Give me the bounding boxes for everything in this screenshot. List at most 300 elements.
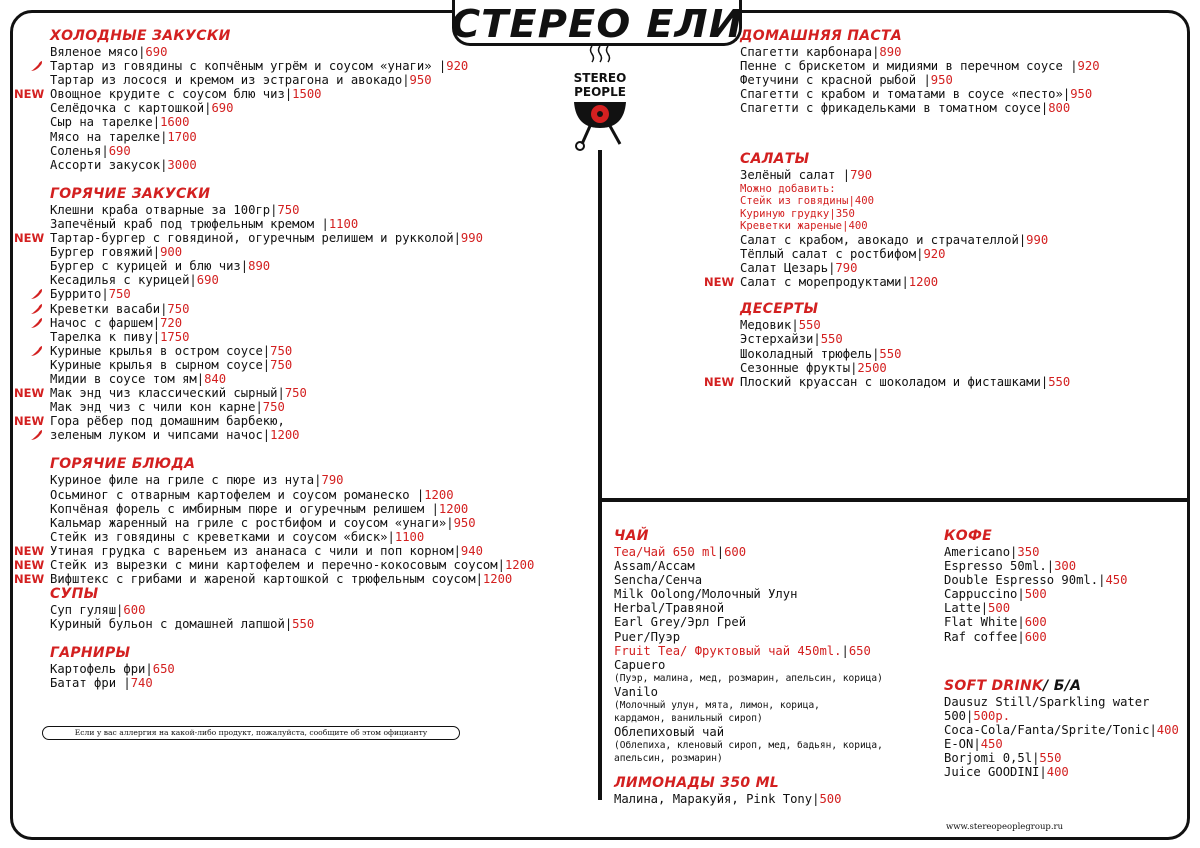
- item-name: Кесадилья с курицей: [50, 273, 190, 288]
- menu-item: [50, 530, 534, 544]
- item-name: Ассорти закусок: [50, 157, 161, 172]
- item-name: Шоколадный трюфель: [740, 346, 873, 361]
- item-name: Бургер с курицей и блю чиз: [50, 259, 241, 274]
- menu-item: [614, 630, 883, 644]
- item-name: Копчёная форель с имбирным пюре и огуречным релишем: [50, 501, 432, 516]
- item-price: 1200: [270, 428, 300, 443]
- menu-item: [50, 203, 534, 217]
- item-price: 1700: [167, 129, 197, 144]
- item-price: 1200: [482, 572, 513, 587]
- item-price: 940: [460, 543, 483, 558]
- menu-item-note: (Облепиха, кленовый сироп, мед, бадьян, корица,: [614, 740, 883, 752]
- menu-item: [740, 73, 1100, 87]
- menu-item: [50, 144, 534, 158]
- menu-item: [740, 318, 1100, 332]
- menu-item: [50, 344, 534, 358]
- addon-item: [740, 195, 1100, 208]
- item-separator: |: [446, 515, 454, 530]
- item-name: Начос с фаршем: [50, 315, 153, 330]
- item-separator: |: [848, 195, 855, 208]
- item-price: 1200: [908, 275, 939, 290]
- item-name: Батат фри: [50, 676, 124, 691]
- item-name: Кальмар жаренный на гриле с ростбифом и соусом «унаги»: [50, 515, 447, 530]
- item-separator: |: [196, 371, 205, 386]
- item-price: 500р.: [973, 708, 1011, 723]
- item-separator: |: [123, 676, 131, 691]
- item-separator: |: [1098, 573, 1106, 588]
- menu-item: [50, 130, 534, 144]
- menu-item: [944, 709, 1179, 723]
- item-name: Espresso 50ml.: [944, 559, 1047, 574]
- menu-item: [740, 59, 1100, 73]
- menu-item-note: кардамон, ванильный сироп): [614, 712, 763, 724]
- item-name: Тарелка к пиву: [50, 329, 153, 344]
- item-price: 790: [321, 473, 344, 488]
- item-price: 750: [270, 343, 293, 358]
- item-name: Double Espresso 90ml.: [944, 573, 1099, 588]
- item-name: Бургер говяжий: [50, 245, 153, 260]
- item-name: Салат Цезарь: [740, 261, 829, 276]
- item-separator: |: [966, 708, 974, 723]
- menu-item: [944, 751, 1179, 765]
- item-price: 990: [460, 231, 483, 246]
- menu-item: [50, 603, 534, 617]
- menu-item: [50, 330, 534, 344]
- menu-item: [50, 473, 534, 487]
- item-price: 750: [262, 400, 285, 415]
- menu-item: [50, 245, 534, 259]
- left-column: [14, 28, 535, 691]
- section-title-soups: СУПЫ: [50, 586, 99, 603]
- item-price: 1600: [160, 115, 190, 130]
- grill-logo: [568, 42, 632, 154]
- menu-item: [50, 400, 534, 414]
- item-separator: |: [1149, 722, 1157, 737]
- menu-item: [614, 587, 883, 601]
- menu-item: [740, 87, 1100, 101]
- item-name: Мак энд чиз классический сырный: [50, 386, 278, 401]
- addon-item: [740, 220, 1100, 233]
- item-name: Juice GOODINI: [944, 765, 1040, 780]
- item-separator: |: [872, 45, 880, 59]
- item-name: Вифштекс с грибами и жареной картошкой с трюфельным соусом: [50, 572, 476, 587]
- menu-item: [944, 559, 1179, 573]
- menu-item: [50, 115, 534, 129]
- chili-pepper-icon: [30, 317, 44, 329]
- item-price: 1100: [394, 529, 425, 544]
- menu-item: [50, 428, 534, 442]
- menu-item: [50, 59, 534, 73]
- soups-list: [50, 603, 534, 631]
- item-separator: |: [791, 318, 799, 333]
- menu-item: [614, 573, 883, 587]
- item-separator: |: [152, 329, 161, 344]
- menu-item: [50, 316, 534, 330]
- item-separator: |: [277, 386, 285, 401]
- item-name: Картофель фри: [50, 662, 146, 677]
- soft-drinks-title-black: / Б/А: [1043, 677, 1082, 694]
- item-separator: |: [1032, 751, 1040, 766]
- item-price: 750: [167, 301, 190, 316]
- item-name: Тартар из лосося и кремом из эстрагона и авокадо: [50, 73, 403, 88]
- item-price: 890: [248, 259, 271, 274]
- item-separator: |: [842, 168, 851, 183]
- item-price: 990: [1026, 232, 1049, 247]
- menu-item: [14, 231, 534, 246]
- menu-item: [740, 168, 1100, 182]
- menu-item: [614, 658, 883, 672]
- item-separator: |: [1010, 545, 1018, 559]
- menu-item: [614, 685, 883, 699]
- item-separator: |: [262, 343, 271, 358]
- item-name: Тёплый салат с ростбифом: [740, 247, 917, 262]
- item-separator: |: [145, 662, 153, 677]
- menu-item: [614, 559, 883, 573]
- item-separator: |: [1017, 587, 1025, 602]
- soft-drinks-title-red: SOFT DRINK: [944, 677, 1044, 694]
- salads-list: [704, 232, 1100, 290]
- lemonades-list: [614, 792, 883, 806]
- item-price: 450: [1105, 573, 1128, 588]
- item-price: 500: [819, 792, 842, 807]
- new-badge: NEW: [704, 275, 735, 290]
- chili-pepper-icon: [30, 345, 44, 357]
- item-name: Малина, Маракуйя, Pink Tony: [614, 792, 813, 807]
- item-separator: |: [1018, 232, 1027, 247]
- item-separator: |: [1062, 87, 1071, 102]
- menu-item: [50, 45, 534, 59]
- item-name: Puer/Пуэр: [614, 629, 681, 644]
- menu-item: [50, 158, 534, 172]
- item-price: 920: [1077, 59, 1100, 74]
- menu-item: [14, 558, 535, 572]
- item-name: Borjomi 0,5l: [944, 751, 1033, 766]
- right-top-column: [704, 28, 1100, 389]
- item-price: 400: [854, 195, 874, 208]
- menu-item: [740, 101, 1100, 115]
- menu-item: [614, 545, 883, 559]
- item-separator: |: [453, 543, 461, 558]
- menu-item: [50, 488, 534, 502]
- item-price: 400: [1156, 722, 1179, 737]
- item-separator: |: [841, 643, 849, 658]
- item-separator: |: [284, 87, 293, 102]
- item-price: 950: [1070, 87, 1093, 102]
- item-price: 750: [277, 202, 300, 217]
- menu-item: [14, 572, 534, 587]
- new-badge: NEW: [14, 543, 45, 558]
- item-name: Куриное филе на гриле с пюре из нута: [50, 473, 315, 488]
- item-price: 1200: [438, 501, 469, 516]
- item-separator: |: [1017, 629, 1025, 644]
- menu-item: [14, 414, 534, 429]
- item-separator: |: [828, 261, 836, 276]
- section-title-salads: САЛАТЫ: [740, 151, 810, 168]
- item-name: Sencha/Сенча: [614, 573, 703, 588]
- item-name: Гора рёбер под домашним барбекю,: [50, 414, 285, 429]
- item-name: Суп гуляш: [50, 603, 117, 618]
- item-separator: |: [923, 73, 931, 88]
- item-name: Сыр на тарелке: [50, 115, 153, 130]
- chili-pepper-icon: [30, 303, 44, 315]
- menu-item: [50, 516, 534, 530]
- menu-item: [50, 676, 534, 690]
- item-price: 400: [1046, 765, 1069, 780]
- item-price: 350: [1017, 545, 1040, 559]
- item-price: 600: [123, 603, 146, 618]
- new-badge: NEW: [704, 374, 735, 389]
- item-separator: |: [262, 357, 271, 372]
- item-name: Медовик: [740, 318, 792, 333]
- item-price: 650: [152, 662, 175, 677]
- item-name: Креветки васаби: [50, 301, 161, 316]
- logo-line-2: PEOPLE: [574, 85, 626, 99]
- item-price: 690: [145, 45, 168, 59]
- item-price: 550: [292, 617, 315, 632]
- section-title-tea: ЧАЙ: [614, 528, 649, 544]
- item-separator: |: [453, 231, 461, 246]
- menu-item: [50, 101, 534, 115]
- menu-item: [614, 601, 883, 615]
- item-price: 800: [1048, 101, 1071, 116]
- item-separator: |: [138, 45, 146, 59]
- item-name: Тартар из говядины с копчёным угрём и соусом «унаги»: [50, 59, 439, 74]
- item-price: 450: [980, 736, 1003, 751]
- item-name: Овощное крудите с соусом блю чиз: [50, 87, 285, 102]
- section-title-hot-dishes: ГОРЯЧИЕ БЛЮДА: [50, 456, 196, 473]
- item-separator: |: [262, 428, 271, 443]
- item-name: Flat White: [944, 615, 1018, 630]
- item-name: Пенне с брискетом и мидиями в перечном соусе: [740, 59, 1071, 74]
- coffee-list: [944, 545, 1179, 644]
- menu-item: [14, 543, 534, 558]
- item-separator: |: [497, 558, 505, 572]
- item-separator: |: [901, 275, 909, 290]
- item-name: Салат с морепродуктами: [740, 275, 902, 290]
- sides-list: [50, 662, 534, 690]
- section-title-lemonades: ЛИМОНАДЫ 350 ML: [614, 775, 780, 792]
- vertical-divider: [598, 150, 602, 800]
- item-price: 950: [409, 73, 432, 88]
- item-separator: |: [160, 129, 168, 144]
- item-name: Сезонные фрукты: [740, 360, 851, 375]
- item-price: 1100: [328, 216, 359, 231]
- new-badge: NEW: [14, 558, 45, 572]
- item-separator: |: [255, 400, 263, 415]
- item-separator: |: [189, 273, 197, 288]
- item-separator: |: [1040, 101, 1049, 116]
- item-separator: |: [402, 73, 410, 88]
- menu-item: [944, 695, 1179, 709]
- item-name: Мидии в соусе том ям: [50, 371, 197, 386]
- item-name: Тартар-бургер с говядиной, огуречным релишем и рукколой: [50, 231, 454, 246]
- chili-pepper-icon: [30, 288, 44, 300]
- item-name: E-ON: [944, 736, 974, 751]
- item-name: Запечёный краб под трюфельным кремом: [50, 216, 322, 231]
- item-price: 920: [923, 247, 946, 262]
- item-name: Утиная грудка с вареньем из ананаса с чили и поп корном: [50, 543, 454, 558]
- item-price: 400: [848, 220, 868, 233]
- item-price: 500: [1024, 587, 1047, 602]
- item-name: Плоский круассан с шоколадом и фисташками: [740, 374, 1041, 389]
- item-separator: |: [240, 259, 249, 274]
- item-separator: |: [152, 315, 161, 330]
- item-name: Селёдочка с картошкой: [50, 101, 205, 116]
- item-name: Стейк из говядины с креветками и соусом «биск»: [50, 529, 388, 544]
- item-name: Herbal/Травяной: [614, 601, 725, 616]
- menu-item: [740, 361, 1100, 375]
- item-separator: |: [872, 346, 880, 361]
- item-name: зеленым луком и чипсами начос: [50, 428, 263, 443]
- section-title-pasta: ДОМАШНЯЯ ПАСТА: [740, 28, 902, 44]
- menu-item: [944, 765, 1179, 779]
- menu-title: СТЕРЕО ЕЛИ: [450, 2, 744, 46]
- section-title-soft-drinks: [944, 678, 1179, 694]
- new-badge: NEW: [14, 386, 45, 401]
- tea-list: [614, 545, 883, 765]
- item-price: 600: [1024, 615, 1047, 630]
- item-name: Fruit Tea/ Фруктовый чай 450ml.: [614, 643, 842, 658]
- item-name: Эстерхайзи: [740, 332, 814, 347]
- item-separator: |: [829, 207, 836, 220]
- menu-item: [704, 374, 1100, 389]
- menu-item: [704, 275, 1100, 290]
- item-price: 890: [879, 45, 902, 59]
- menu-item: [50, 302, 534, 316]
- item-price: 550: [1039, 751, 1062, 766]
- item-separator: |: [314, 473, 322, 488]
- item-price: 300: [1054, 559, 1077, 574]
- menu-item: [50, 502, 534, 516]
- item-name: Облепиховый чай: [614, 724, 725, 739]
- horizontal-divider: [600, 498, 1190, 502]
- item-price: 840: [204, 371, 227, 386]
- item-name: Стейк из говядины: [740, 195, 849, 208]
- item-price: 750: [108, 287, 131, 302]
- menu-item: [50, 217, 534, 231]
- item-name: Куриные крылья в остром соусе: [50, 343, 263, 358]
- item-price: 750: [270, 357, 293, 372]
- item-price: 600: [1024, 629, 1047, 644]
- menu-item: [50, 662, 534, 676]
- item-price: 550: [820, 332, 843, 347]
- item-price: 950: [453, 515, 476, 530]
- item-name: Куриную грудку: [740, 207, 830, 220]
- menu-item: [614, 725, 883, 739]
- section-title-sides: ГАРНИРЫ: [50, 645, 131, 662]
- item-name: Vanilo: [614, 684, 659, 699]
- menu-item: [740, 233, 1100, 247]
- menu-item: [50, 287, 534, 301]
- item-name: Фетучини с красной рыбой: [740, 73, 924, 88]
- menu-item: [740, 247, 1100, 261]
- item-name: Спагетти с крабом и томатами в соусе «песто»: [740, 87, 1063, 102]
- item-price: 2500: [857, 360, 887, 375]
- item-price: 740: [130, 676, 153, 691]
- new-badge: NEW: [14, 572, 45, 587]
- item-name: Cappuccino: [944, 587, 1018, 602]
- item-separator: |: [1017, 615, 1025, 630]
- menu-item: [740, 347, 1100, 361]
- item-name: Latte: [944, 601, 981, 616]
- item-separator: |: [160, 157, 168, 172]
- item-price: 3000: [167, 157, 197, 172]
- item-name: Вяленое мясо: [50, 45, 139, 59]
- menu-item: [740, 45, 1100, 59]
- item-price: 550: [798, 318, 821, 333]
- menu-item-note: (Пуэр, малина, мед, розмарин, апельсин, корица): [614, 672, 883, 684]
- menu-item: [50, 259, 534, 273]
- item-name: Креветки жареные: [740, 220, 843, 233]
- menu-item: [944, 601, 1179, 615]
- item-name: Мак энд чиз с чили кон карне: [50, 400, 256, 415]
- item-price: 790: [835, 261, 858, 276]
- item-price: 1500: [292, 87, 322, 102]
- chili-pepper-icon: [30, 429, 44, 441]
- item-name: Мясо на тарелке: [50, 129, 161, 144]
- menu-item: [944, 737, 1179, 751]
- logo-line-1: STEREO: [573, 71, 627, 85]
- item-separator: |: [1070, 59, 1078, 74]
- item-separator: |: [980, 601, 989, 616]
- new-badge: NEW: [14, 87, 45, 102]
- item-price: 790: [850, 168, 873, 183]
- desserts-list: [704, 318, 1100, 389]
- item-price: 690: [196, 273, 219, 288]
- pasta-list: [740, 45, 1100, 115]
- menu-item: [614, 644, 883, 658]
- item-name: Зелёный салат: [740, 168, 843, 183]
- item-separator: |: [916, 247, 924, 262]
- chili-pepper-icon: [30, 60, 44, 72]
- item-price: 750: [284, 386, 307, 401]
- menu-item: [944, 615, 1179, 629]
- menu-item: [14, 87, 534, 102]
- item-price: 690: [108, 143, 131, 158]
- item-name: Assam/Ассам: [614, 559, 695, 574]
- item-price: 500: [988, 601, 1011, 616]
- item-separator: |: [101, 143, 109, 158]
- item-price: 1200: [424, 487, 454, 502]
- item-price: 1200: [504, 558, 535, 572]
- item-separator: |: [284, 617, 293, 632]
- item-name: Спагетти с фрикадельками в томатном соусе: [740, 101, 1041, 116]
- item-name: Earl Grey/Эрл Грей: [614, 615, 747, 630]
- item-name: Tea/Чай 650 ml: [614, 545, 717, 559]
- item-price: 920: [446, 59, 469, 74]
- section-title-hot-snacks: ГОРЯЧИЕ ЗАКУСКИ: [50, 185, 211, 202]
- soft-drinks-list: [944, 695, 1179, 780]
- allergy-note: Если у вас аллергия на какой-либо продукт, пожалуйста, сообщите об этом официанту: [42, 726, 460, 740]
- item-separator: |: [1040, 374, 1049, 389]
- addons-title: Можно добавить:: [740, 182, 836, 195]
- item-separator: |: [116, 603, 124, 618]
- item-price: 690: [211, 101, 234, 116]
- item-name: Осьминог с отварным картофелем и соусом романеско: [50, 487, 417, 502]
- hot-snacks-list: [14, 202, 534, 443]
- item-name: Клешни краба отварные за 100гр: [50, 202, 271, 217]
- item-price: 950: [930, 73, 953, 88]
- menu-item: [944, 545, 1179, 559]
- item-separator: |: [152, 245, 161, 260]
- item-name: Raf coffee: [944, 629, 1018, 644]
- menu-item: [944, 587, 1179, 601]
- menu-item: [944, 723, 1179, 737]
- section-title-coffee: КОФЕ: [944, 528, 992, 544]
- item-name: Capuero: [614, 657, 666, 672]
- item-separator: |: [101, 287, 109, 302]
- item-separator: |: [475, 572, 483, 587]
